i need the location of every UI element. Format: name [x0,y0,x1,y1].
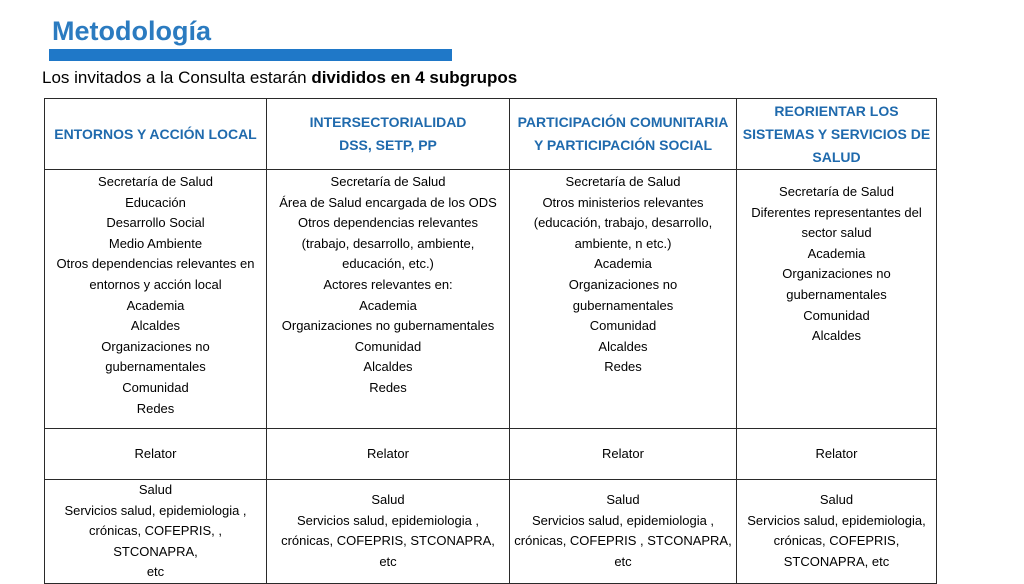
header-cell [45,99,267,170]
cell-line: Alcaldes [363,359,413,375]
participants-cell [267,170,510,429]
cell-line: PARTICIPACIÓN COMUNITARIA [517,114,729,130]
cell-line: DSS, SETP, PP [339,137,437,153]
cell-line: gubernamentales [105,359,206,375]
subtitle-emphasis: divididos en 4 subgrupos [311,68,518,87]
cell-line: Servicios salud, epidemiologia, [747,512,926,528]
header-cell [737,99,937,170]
cell-line: Secretaría de Salud [565,174,681,189]
cell-line: Educación [125,194,186,210]
cell-line: Comunidad [354,338,422,354]
cell-line: Organizaciones no [101,338,210,354]
cell-line: gubernamentales [786,286,887,302]
relator-cell: Relator [510,429,737,480]
cell-line: Actores relevantes en: [323,276,453,292]
cell-line: Secretaría de Salud [779,184,894,199]
cell-line: Redes [369,379,407,395]
cell-line: Salud [371,492,405,508]
cell-line: Secretaría de Salud [330,174,446,189]
relator-row [45,429,937,480]
cell-line: Alcaldes [811,328,862,344]
cell-line: entornos y acción local [89,276,222,292]
cell-line: Otros dependencias relevantes en [56,256,255,272]
cell-line: Servicios salud, epidemiologia , [531,512,715,528]
cell-line: Secretaría de Salud [98,174,213,189]
cell-line: educación, etc.) [342,256,434,272]
cell-line: Organizaciones no [568,276,678,292]
cell-line: Servicios salud, epidemiologia , [64,502,247,518]
salud-cell [45,480,267,584]
cell-line: ambiente, n etc.) [574,235,672,251]
cell-line: Salud [138,482,173,497]
cell-line: INTERSECTORIALIDAD [309,114,467,130]
cell-line: gubernamentales [572,297,674,313]
cell-line: Academia [126,297,185,313]
salud-cell [737,480,937,584]
cell-line: Y PARTICIPACIÓN SOCIAL [533,137,713,153]
cell-line: (educación, trabajo, desarrollo, [533,215,713,231]
cell-line: ENTORNOS Y ACCIÓN LOCAL [54,125,257,142]
cell-line: crónicas, COFEPRIS, , STCONAPRA, [89,523,222,559]
participants-cell [45,170,267,429]
subtitle-text: Los invitados a la Consulta estarán [42,68,312,87]
cell-line: Otros dependencias relevantes [298,215,478,231]
cell-line: SISTEMAS Y SERVICIOS DE [742,125,931,142]
participants-row [45,170,937,429]
participants-cell [510,170,737,429]
cell-line: crónicas, COFEPRIS, STCONAPRA, etc [281,533,495,570]
cell-line: sector salud [801,225,872,241]
salud-cell [510,480,737,584]
cell-line: Organizaciones no [782,266,891,282]
salud-cell [267,480,510,584]
salud-row [45,480,937,584]
cell-line: SALUD [812,148,861,165]
participants-cell [737,170,937,429]
cell-line: crónicas, COFEPRIS , STCONAPRA, [514,533,732,549]
cell-line: Academia [807,245,866,261]
cell-line: Academia [359,297,417,313]
cell-line: Redes [136,400,175,416]
cell-line: REORIENTAR LOS [774,102,899,119]
cell-line: Comunidad [589,318,657,334]
cell-line: Salud [819,492,854,508]
cell-line: Comunidad [122,379,189,395]
table-header-row [45,99,937,170]
cell-line: Redes [604,359,642,375]
cell-line: STCONAPRA, etc [783,554,890,570]
cell-line: Otros ministerios relevantes [542,194,704,210]
cell-line: Diferentes representantes del [751,204,922,220]
cell-line: Salud [606,492,640,508]
cell-line: etc [146,564,165,580]
cell-line: Alcaldes [130,318,181,334]
header-cell [510,99,737,170]
cell-line: Área de Salud encargada de los ODS [279,194,497,210]
cell-line: Desarrollo Social [106,215,205,231]
title-underline-bar [49,49,452,61]
subtitle [42,68,517,88]
cell-line: crónicas, COFEPRIS, [773,533,900,549]
cell-line: Organizaciones no gubernamentales [281,318,495,334]
cell-line: Academia [594,256,652,272]
header-cell [267,99,510,170]
relator-cell: Relator [737,429,937,480]
relator-cell: Relator [45,429,267,480]
cell-line: Servicios salud, epidemiologia , [296,512,480,528]
cell-line: Comunidad [803,307,870,323]
page-title: Metodología [52,16,211,46]
relator-cell: Relator [267,429,510,480]
cell-line: etc [614,554,632,570]
cell-line: Medio Ambiente [108,235,203,251]
cell-line: (trabajo, desarrollo, ambiente, [301,235,475,251]
cell-line: Alcaldes [598,338,648,354]
subgroups-table [44,98,937,584]
